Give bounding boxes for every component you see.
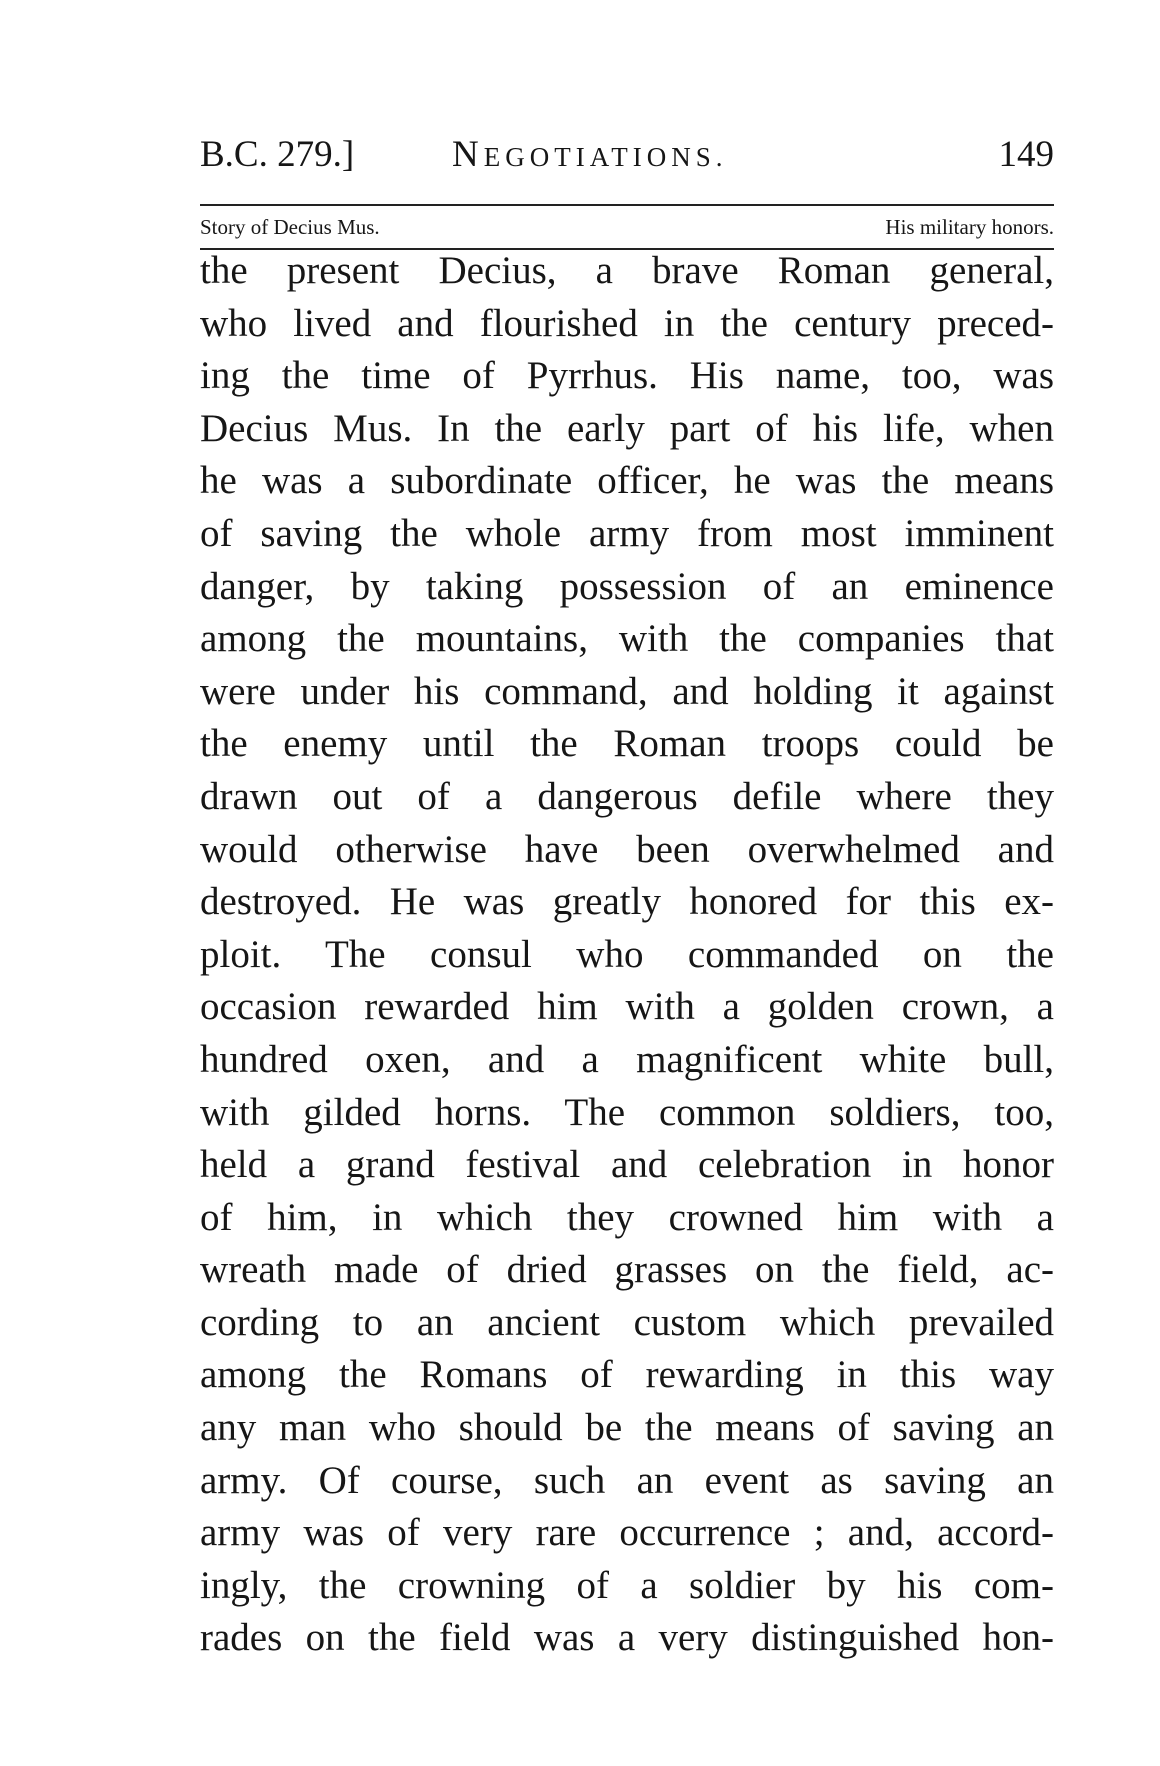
text-line: wreath made of dried grasses on the field, ac- [200,1248,1054,1292]
page-number: 149 [998,134,1054,175]
running-head-title-initial: N [452,134,484,175]
text-line: army was of very rare occurrence ; and, accord- [200,1511,1054,1555]
text-line: the enemy until the Roman troops could be [200,722,1054,766]
text-line: of saving the whole army from most imminent [200,511,1054,555]
text-line: among the mountains, with the companies that [200,617,1054,661]
text-line: occasion rewarded him with a golden crown, a [200,985,1054,1029]
running-head-date: B.C. 279.] [200,134,355,175]
text-line: the present Decius, a brave Roman general, [200,249,1054,292]
running-head [200,130,1054,180]
text-line: ploit. The consul who commanded on the [200,932,1054,976]
text-line: were under his command, and holding it against [200,669,1054,713]
text-line: ingly, the crowning of a soldier by his com- [200,1563,1054,1607]
text-line: he was a subordinate officer, he was the means [200,459,1054,503]
marginal-subhead [200,211,1054,243]
running-head-title-rest: EGOTIATIONS. [483,142,728,172]
header-rule-top [200,204,1054,206]
text-line: drawn out of a dangerous defile where they [200,774,1054,818]
text-line: cording to an ancient custom which prevailed [200,1300,1054,1344]
text-line: Decius Mus. In the early part of his life, when [200,406,1054,450]
running-head-title [452,130,727,182]
text-line: ing the time of Pyrrhus. His name, too, was [200,354,1054,398]
text-line: hundred oxen, and a magnificent white bull, [200,1037,1054,1081]
text-line: army. Of course, such an event as saving an [200,1458,1054,1502]
text-line: would otherwise have been overwhelmed and [200,827,1054,871]
text-line: held a grand festival and celebration in honor [200,1143,1054,1187]
text-line: who lived and flourished in the century preced- [200,301,1054,345]
text-line: with gilded horns. The common soldiers, too, [200,1090,1054,1134]
subhead-right: His military honors. [885,215,1054,239]
text-line: destroyed. He was greatly honored for this ex- [200,880,1054,924]
text-line: any man who should be the means of saving an [200,1406,1054,1450]
body-text [200,245,1054,1665]
text-line: of him, in which they crowned him with a [200,1195,1054,1239]
subhead-left: Story of Decius Mus. [200,215,380,239]
text-line: rades on the field was a very distinguished hon- [200,1616,1054,1660]
text-line: among the Romans of rewarding in this way [200,1353,1054,1397]
text-line: danger, by taking possession of an eminence [200,564,1054,608]
